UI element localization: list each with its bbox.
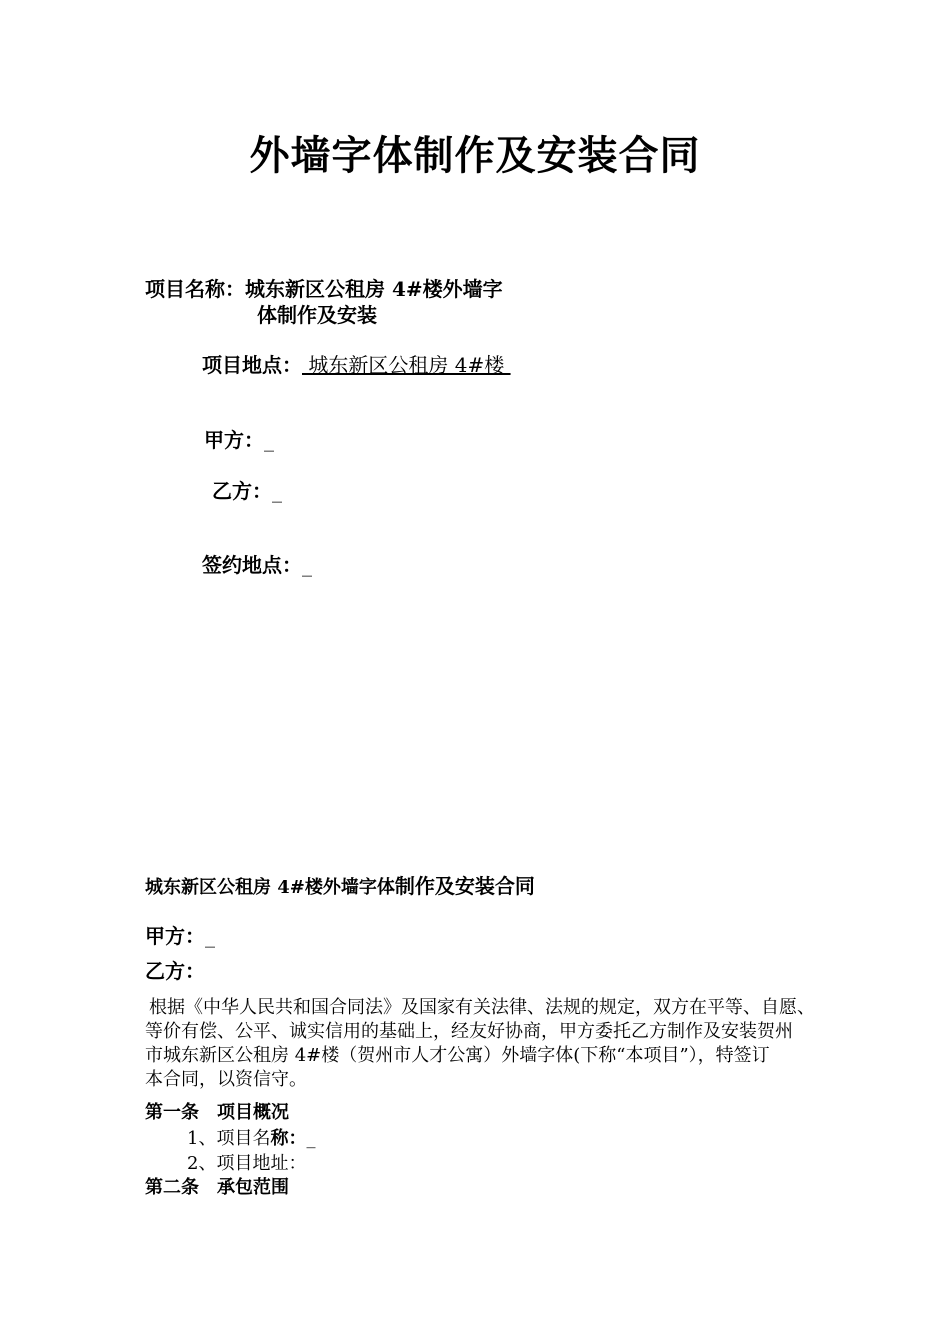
cover-party-b-label: 乙方： — [212, 479, 272, 503]
sign-place-value: _ — [302, 553, 312, 577]
cover-party-a-label: 甲方： — [204, 428, 264, 452]
project-name-row — [145, 273, 503, 302]
preamble-line: 等价有偿、公平、诚实信用的基础上，经友好协商，甲方委托乙方制作及安装贺州 — [145, 1021, 793, 1042]
document-title: 外墙字体制作及安装合同 — [249, 133, 701, 179]
body-party-a-row — [145, 920, 215, 949]
article1-item1 — [187, 1124, 315, 1150]
project-location-row — [202, 349, 511, 378]
article2-heading: 第二条 承包范围 — [145, 1177, 289, 1198]
contract-title — [145, 870, 535, 899]
article1-item1-colon: 称： — [270, 1128, 307, 1149]
preamble-line: 市城东新区公租房 4#楼（贺州市人才公寓）外墙字体(下称“本项目”），特签订 — [145, 1045, 770, 1066]
preamble-paragraph — [145, 996, 835, 1092]
sign-place-row — [202, 549, 312, 578]
body-party-b-label: 乙方： — [145, 959, 205, 983]
preamble-line: 本合同，以资信守。 — [145, 1069, 307, 1090]
project-location-value: 城东新区公租房 4#楼 — [302, 353, 511, 377]
cover-party-b-value: _ — [272, 479, 282, 503]
project-name-value-line1: 城东新区公租房 4#楼外墙字 — [245, 277, 503, 301]
body-party-a-value: _ — [205, 924, 215, 948]
preamble-line: 根据《中华人民共和国合同法》及国家有关法律、法规的规定，双方在平等、自愿、 — [149, 997, 815, 1018]
article1-item2: 2、项目地址： — [187, 1153, 307, 1174]
article1-heading: 第一条 项目概况 — [145, 1102, 289, 1123]
cover-party-a-value: _ — [264, 428, 274, 452]
article1-item1-label: 1、项目名 — [187, 1128, 271, 1149]
cover-party-b-row — [212, 475, 282, 504]
cover-party-a-row — [204, 424, 274, 453]
body-party-a-label: 甲方： — [145, 924, 205, 948]
project-name-value-line2: 体制作及安装 — [257, 303, 377, 327]
article1-item1-value: _ — [306, 1128, 316, 1149]
contract-title-part2: 制作及安装合同 — [394, 874, 535, 898]
contract-title-part1: 城东新区公租房 4#楼外墙字体 — [145, 877, 395, 898]
project-location-label: 项目地点： — [202, 353, 302, 377]
project-name-label: 项目名称： — [145, 277, 245, 301]
sign-place-label: 签约地点： — [202, 553, 302, 577]
